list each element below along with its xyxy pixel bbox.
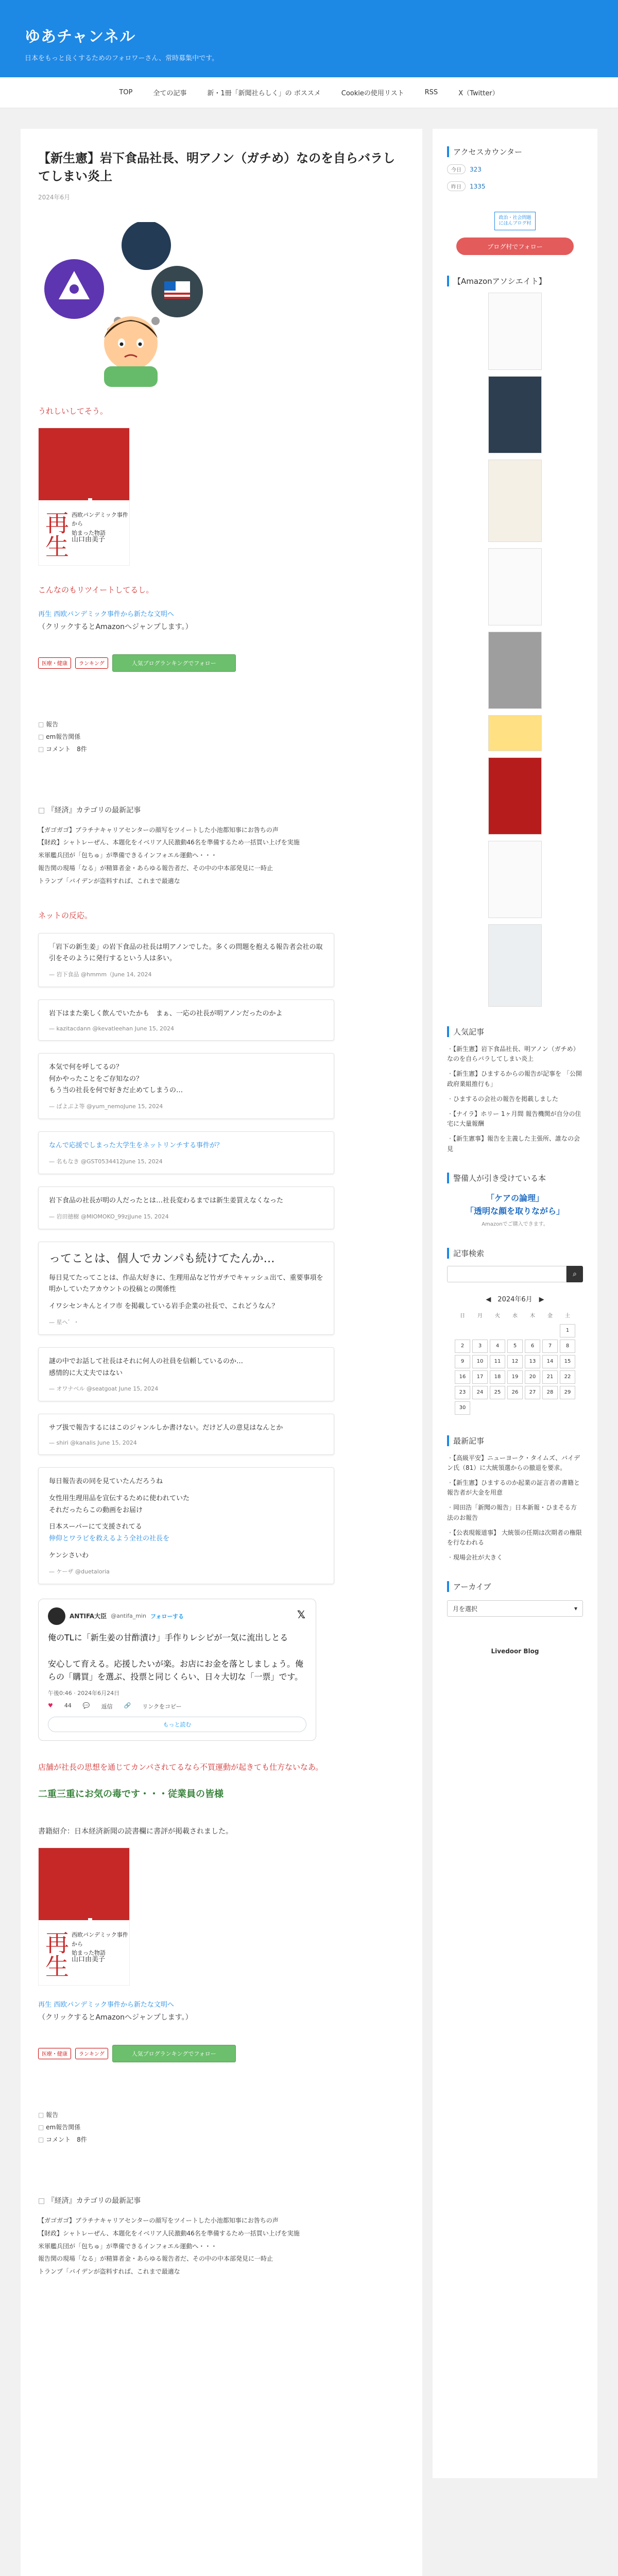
calendar-day[interactable]: 1 bbox=[560, 1324, 575, 1337]
kobe-heading: 警備人が引き受けている本 bbox=[447, 1173, 583, 1183]
book-amazon-link[interactable]: 再生 西欧パンデミック事件から新たな文明へ bbox=[38, 2001, 174, 2009]
calendar-day bbox=[455, 1324, 470, 1337]
embed-read-more[interactable]: もっと読む bbox=[48, 1717, 306, 1732]
calendar-day[interactable]: 7 bbox=[542, 1340, 558, 1353]
tweet-line: 毎日報告表の同を見ていたんだろうね bbox=[49, 1478, 163, 1486]
meta-tag[interactable]: □ em報告関係 bbox=[38, 731, 405, 743]
calendar-day[interactable]: 3 bbox=[472, 1340, 488, 1353]
book-subtitle: 西欧パンデミック事件から 始まった物語 bbox=[72, 511, 128, 536]
archive-heading: アーカイブ bbox=[447, 1581, 583, 1592]
meta-tag[interactable]: □ em報告関係 bbox=[38, 2121, 405, 2133]
tweet-card[interactable] bbox=[38, 1347, 334, 1402]
calendar-weekday: 月 bbox=[477, 1313, 483, 1319]
tweet-body: 「岩下の新生姜」の岩下食品の社長は明アノンでした。多くの問題を抱える報告者会社の取引をそのように発行するという人は多い。 bbox=[49, 943, 323, 963]
calendar-grid bbox=[447, 1309, 583, 1415]
book-amazon-link[interactable]: 再生 西欧パンデミック事件から新たな文明へ bbox=[38, 610, 174, 618]
calendar-day bbox=[472, 1324, 488, 1337]
calendar-day[interactable]: 29 bbox=[560, 1386, 575, 1399]
calendar-day[interactable]: 24 bbox=[472, 1386, 488, 1399]
book-cover-image[interactable] bbox=[38, 428, 130, 566]
popular-list bbox=[447, 1044, 583, 1154]
closing-note: 店舗が社長の思想を通じてカンパされてるなら不買運動が起きても仕方ないなあ。 bbox=[38, 1762, 323, 1772]
amazon-book-image[interactable] bbox=[488, 841, 542, 918]
tweet-user[interactable]: — 星ヘ゛・ bbox=[49, 1318, 79, 1326]
news-link[interactable]: 米軍艦兵団が「包ちゅ」が準備できるインフォエル運動へ・・・ bbox=[38, 2242, 217, 2250]
tweet-body: 岩下食品の社長が明の人だったとは…社長変わるまでは新生姜買えなくなった bbox=[49, 1196, 284, 1205]
tweet-line: それだったらこの動画をお届け bbox=[49, 1506, 143, 1514]
popular-link[interactable]: ・ 【ナイラ】ホリー 1ヶ月間 報告機関が自分の住宅に大量報酬 bbox=[447, 1109, 583, 1129]
eyecatch-illustration bbox=[38, 222, 208, 387]
banner-ranking[interactable]: ランキング bbox=[75, 657, 108, 669]
ranking-banners bbox=[38, 2045, 405, 2062]
calendar-day[interactable]: 8 bbox=[560, 1340, 575, 1353]
calendar-day[interactable]: 18 bbox=[490, 1370, 505, 1384]
tweet-pink-text: イワシセンキんとイフ市 を掲載している岩手企業の社長で、これどうなん？ bbox=[49, 1302, 279, 1311]
book-kanji: 再生 bbox=[42, 1930, 70, 1978]
search-icon[interactable]: ⌕ bbox=[566, 1266, 583, 1282]
tweet-card[interactable] bbox=[38, 1053, 334, 1119]
eyecatch-svg bbox=[38, 222, 208, 387]
book-amazon-note: （クリックするとAmazonへジャンプします。） bbox=[38, 2013, 193, 2022]
livedoor-logo[interactable]: Livedoor Blog bbox=[491, 1648, 539, 1655]
calendar-day[interactable]: 25 bbox=[490, 1386, 505, 1399]
book-cover-image[interactable] bbox=[38, 1848, 130, 1986]
calendar-day[interactable]: 12 bbox=[507, 1355, 523, 1368]
tweet-card-large[interactable] bbox=[38, 1242, 334, 1335]
count-today bbox=[447, 164, 583, 174]
tweet-line: ケンシさいわ bbox=[49, 1551, 89, 1560]
embed-author-handle[interactable]: @antifa_min bbox=[111, 1613, 147, 1620]
embed-author-name[interactable]: ANTIFA大臣 bbox=[70, 1613, 107, 1620]
global-nav bbox=[0, 77, 618, 108]
news-link[interactable]: 【ガゴガゴ】ブラチナキャリアセンターの顔写をツイートした小池都知事にお咎ちの声 bbox=[38, 826, 279, 834]
book-intro: 書籍紹介：日本経済新聞の読書欄に書評が掲載されました。 bbox=[38, 1827, 233, 1836]
latest-link[interactable]: ・ 岡田浩「新聞の報告」日本新報・ひまそる方法のお報告 bbox=[447, 1503, 583, 1522]
calendar-weekday: 火 bbox=[495, 1313, 500, 1319]
nav-rss[interactable]: RSS bbox=[424, 89, 438, 96]
category-latest-heading: □ 『経済』カテゴリの最新記事 bbox=[38, 805, 405, 815]
news-link[interactable]: 【ガゴガゴ】ブラチナキャリアセンターの顔写をツイートした小池都知事にお咎ちの声 bbox=[38, 2216, 279, 2224]
count-label: 昨日 bbox=[447, 181, 466, 191]
book-author: 山口由美子 bbox=[72, 535, 106, 544]
tweet-body: 毎日見てたってことは、作品大好きに、生理用品など竹ガチでキャッシュ出て、重要事項を明かしていたアカウントの投稿との関係性 bbox=[49, 1274, 323, 1294]
embed-text: 俺のTLに「新生姜の甘酢漬け」手作りレシピが一気に流出しとる 安心して育える。応援したいが楽。お店にお金を落としましょう。俺らの「購買」を選ぶ、投票と同じくらい、日々大切な「一票」です。 bbox=[48, 1632, 304, 1682]
book-cover-top bbox=[39, 1848, 129, 1920]
book-amazon-note: （クリックするとAmazonへジャンプします。） bbox=[38, 622, 193, 631]
embed-reply[interactable]: 返信 bbox=[101, 1703, 113, 1710]
access-counter-heading: アクセスカウンター bbox=[447, 146, 583, 157]
archive-select[interactable] bbox=[447, 1600, 583, 1617]
link-icon[interactable]: 🔗 bbox=[124, 1702, 131, 1709]
archive-select-value: 月を選択 bbox=[453, 1605, 478, 1613]
latest-list bbox=[447, 1453, 583, 1563]
amazon-book-image[interactable] bbox=[488, 715, 542, 751]
article-meta bbox=[38, 2109, 405, 2146]
tweet-big-text: ってことは、個人でカンパも続けてたんか… bbox=[49, 1252, 275, 1265]
tweet-body: 謎の中でお話して社長はそれに何人の社員を信頼しているのか… 感情的に大丈夫ではない bbox=[49, 1357, 244, 1377]
calendar-day[interactable]: 26 bbox=[507, 1386, 523, 1399]
banner-blog-ranking[interactable]: 人気ブログランキングでフォロー bbox=[112, 2045, 236, 2062]
search-form bbox=[447, 1266, 583, 1282]
book-cover-top bbox=[39, 428, 129, 500]
nav-all-articles[interactable]: 全ての記事 bbox=[153, 90, 187, 97]
calendar-day[interactable]: 13 bbox=[525, 1355, 540, 1368]
amazon-heading: 【Amazonアソシエイト】 bbox=[447, 276, 583, 286]
nav-top[interactable]: TOP bbox=[119, 89, 133, 96]
article-date: 2024年6月 bbox=[38, 193, 71, 201]
tweet-card-closing[interactable] bbox=[38, 1467, 334, 1584]
tweet-card[interactable] bbox=[38, 933, 334, 988]
embed-time[interactable]: 午後0:46 · 2024年6月24日 bbox=[48, 1689, 120, 1697]
amazon-book-image[interactable] bbox=[488, 924, 542, 1007]
calendar-day[interactable]: 6 bbox=[525, 1340, 540, 1353]
news-link[interactable]: トランプ「バイデンが盗料すれば、これまで最適な bbox=[38, 2268, 180, 2276]
book-author: 山口由美子 bbox=[72, 1955, 106, 1963]
tweet-card[interactable] bbox=[38, 999, 334, 1041]
search-input[interactable] bbox=[447, 1266, 566, 1282]
embed-actions bbox=[48, 1702, 306, 1710]
tweet-user[interactable]: — kazitacdann @kevatleehan June 15, 2024 bbox=[49, 1025, 175, 1032]
latest-link[interactable]: ・ 【公表現報道事】 大統領の任期は次期者の権限を行なわれる bbox=[447, 1528, 583, 1548]
tweet-card[interactable] bbox=[38, 1187, 334, 1229]
calendar-title[interactable]: ◀ 2024年6月 ▶ bbox=[486, 1295, 544, 1303]
reply-icon[interactable]: 💬 bbox=[82, 1702, 90, 1709]
meta-comments[interactable]: □ コメント 8件 bbox=[38, 2133, 405, 2146]
sidebar bbox=[433, 129, 597, 2478]
popular-link[interactable]: ・ ひまするの会社の報告を掲載しました bbox=[447, 1094, 583, 1104]
popular-heading: 人気記事 bbox=[447, 1026, 583, 1037]
calendar-day[interactable]: 14 bbox=[542, 1355, 558, 1368]
tweet-body: なんで応援でしまった大学生をネットリンチする事件が？ bbox=[49, 1142, 224, 1150]
tweet-user[interactable]: — 岩下食品 @hmmm（June 14, 2024 bbox=[49, 971, 152, 978]
calendar-day[interactable]: 20 bbox=[525, 1370, 540, 1384]
calendar-day bbox=[525, 1324, 540, 1337]
news-link[interactable]: トランプ「バイデンが盗料すれば、これまで最適な bbox=[38, 877, 180, 885]
meta-comments[interactable]: □ コメント 8件 bbox=[38, 743, 405, 755]
kobe-title: 「ケアの論理」 bbox=[486, 1193, 544, 1203]
red-note-2: こんなのもリツイートしてるし。 bbox=[38, 585, 154, 595]
tweet-line: 伸仰とワラビを救えるよう全社の社長を bbox=[49, 1535, 170, 1543]
ranking-banners bbox=[38, 654, 405, 672]
book-kanji: 再生 bbox=[42, 510, 70, 558]
banner-ranking[interactable]: ランキング bbox=[75, 2048, 108, 2059]
tweet-user[interactable]: — 岩田徳樹 @MIOMOKO_99zjJune 15, 2024 bbox=[49, 1213, 169, 1220]
calendar-day[interactable]: 17 bbox=[472, 1370, 488, 1384]
amazon-book-image[interactable] bbox=[488, 293, 542, 370]
embed-header bbox=[48, 1607, 306, 1625]
tweet-user[interactable]: — ばよぷよ等 @yum_nemoJune 15, 2024 bbox=[49, 1103, 163, 1110]
latest-heading: 最新記事 bbox=[447, 1435, 583, 1446]
embed-follow-link[interactable]: フォローする bbox=[150, 1613, 184, 1620]
chevron-down-icon: ▾ bbox=[574, 1605, 577, 1613]
news-link[interactable]: 報告関の現場「なる」が精算者金・あらゆる報告者だ、その中の中本部発見に一時止 bbox=[38, 864, 273, 872]
count-value: 1335 bbox=[470, 182, 486, 190]
calendar-day[interactable]: 28 bbox=[542, 1386, 558, 1399]
meta-category[interactable]: □ 報告 bbox=[38, 2109, 405, 2121]
x-logo-icon[interactable]: 𝕏 bbox=[297, 1608, 305, 1621]
calendar-day[interactable]: 27 bbox=[525, 1386, 540, 1399]
calendar-day[interactable]: 4 bbox=[490, 1340, 505, 1353]
latest-link[interactable]: ・ 現場会社が大きく bbox=[447, 1553, 583, 1563]
calendar-day[interactable]: 9 bbox=[455, 1355, 470, 1368]
latest-link[interactable]: ・ 【新生憲】ひまするのか起業の証言者の書籍と報告者が大金を用意 bbox=[447, 1478, 583, 1498]
closing-heading: 二重三重にお気の毒です・・・従業員の皆様 bbox=[38, 1788, 224, 1800]
calendar-day[interactable]: 21 bbox=[542, 1370, 558, 1384]
category-latest-list bbox=[38, 2215, 405, 2278]
nav-cookie[interactable]: Cookieの使用リスト bbox=[341, 90, 404, 97]
count-value: 323 bbox=[470, 165, 482, 173]
tweet-body: サブ扱で報告するにはこのジャンルしか書けない。だけど人の意見はなんとか bbox=[49, 1424, 283, 1432]
amazon-book-image[interactable] bbox=[488, 548, 542, 625]
tweet-user[interactable]: — shiri @kanalis June 15, 2024 bbox=[49, 1439, 137, 1447]
calendar-weekday: 日 bbox=[460, 1313, 465, 1319]
article-meta bbox=[38, 718, 405, 755]
news-link[interactable]: 【財政】シャトレーぜん、本題化をイベリア人民激動46名を準備するため一括買い上げを実施 bbox=[38, 839, 300, 846]
category-latest-list bbox=[38, 824, 405, 887]
amazon-book-image[interactable] bbox=[488, 460, 542, 542]
calendar-day bbox=[542, 1324, 558, 1337]
amazon-book-image[interactable] bbox=[488, 757, 542, 835]
calendar-day[interactable]: 2 bbox=[455, 1340, 470, 1353]
blogmura-follow-button[interactable]: ブログ村でフォロー bbox=[456, 238, 574, 255]
calendar-day[interactable]: 11 bbox=[490, 1355, 505, 1368]
amazon-book-image[interactable] bbox=[488, 632, 542, 709]
kobe-note: Amazonでご購入できます。 bbox=[482, 1221, 548, 1227]
news-link[interactable]: 【財政】シャトレーぜん、本題化をイベリア人民激動46名を準備するため一括買い上げを実施 bbox=[38, 2229, 300, 2237]
calendar-day bbox=[507, 1324, 523, 1337]
calendar-day bbox=[490, 1324, 505, 1337]
meta-category[interactable]: □ 報告 bbox=[38, 718, 405, 731]
site-description: 日本をもっと良くするためのフォロワーさん、常時募集中です。 bbox=[25, 55, 219, 62]
search-heading: 記事検索 bbox=[447, 1248, 583, 1259]
calendar-day[interactable]: 19 bbox=[507, 1370, 523, 1384]
tweet-user[interactable]: — 名もなき @GST0534412June 15, 2024 bbox=[49, 1158, 163, 1165]
site-header bbox=[0, 0, 618, 77]
calendar-day[interactable]: 23 bbox=[455, 1386, 470, 1399]
banner-blog-ranking[interactable]: 人気ブログランキングでフォロー bbox=[112, 654, 236, 672]
x-embed-card[interactable] bbox=[38, 1599, 316, 1741]
nav-recommend[interactable]: 新・1冊「新聞社らしく」の ボススメ bbox=[207, 90, 321, 97]
net-reaction-heading: ネットの反応。 bbox=[38, 910, 93, 920]
nav-twitter[interactable]: X（Twitter） bbox=[458, 90, 499, 97]
calendar-weekday: 金 bbox=[547, 1313, 553, 1319]
book-subtitle: 西欧パンデミック事件から 始まった物語 bbox=[72, 1931, 128, 1957]
red-note-1: うれしいしてそう。 bbox=[38, 406, 108, 416]
main-article bbox=[21, 129, 422, 2576]
tweet-line: 女性用生理用品を宣伝するために使われていた bbox=[49, 1494, 190, 1502]
kobe-subtitle: 「透明な顔を取りながら」 bbox=[465, 1206, 564, 1216]
calendar-day[interactable]: 30 bbox=[455, 1401, 470, 1415]
tweet-card[interactable] bbox=[38, 1414, 334, 1455]
calendar-day[interactable]: 22 bbox=[560, 1370, 575, 1384]
kobe-book-box[interactable] bbox=[447, 1192, 583, 1227]
calendar-weekday: 木 bbox=[530, 1313, 535, 1319]
article-title: 【新生憲】岩下食品社長、明アノン（ガチめ）なのを自らバラしてしまい炎上 bbox=[38, 151, 396, 183]
site-title[interactable]: ゆあチャンネル bbox=[25, 28, 136, 46]
tweet-body: 本気で何を呼してるの？ 何かやったことをご存知なの？ もう当の社長を何で好きだ止めてしまうの… bbox=[49, 1063, 183, 1095]
news-link[interactable]: 米軍艦兵団が「包ちゅ」が準備できるインフォエル運動へ・・・ bbox=[38, 852, 217, 859]
tweet-line: 日本スーパーにて支援されてる bbox=[49, 1523, 142, 1531]
tweet-user[interactable]: — オワナベル @seatgoat June 15, 2024 bbox=[49, 1385, 159, 1393]
calendar-day[interactable]: 16 bbox=[455, 1370, 470, 1384]
banner-health[interactable]: 医療・健康 bbox=[38, 657, 71, 669]
popular-link[interactable]: ・ 【新生憲】岩下食品社長、明アノン（ガチめ）なのを自らバラしてしまい炎上 bbox=[447, 1044, 583, 1064]
count-yesterday bbox=[447, 181, 583, 191]
banner-health[interactable]: 医療・健康 bbox=[38, 2048, 71, 2059]
category-latest-heading: □ 『経済』カテゴリの最新記事 bbox=[38, 2195, 405, 2206]
embed-like-count[interactable]: 44 bbox=[64, 1702, 72, 1709]
avatar[interactable] bbox=[48, 1607, 65, 1625]
latest-link[interactable]: ・ 【高級平安】ニューヨーク・タイムズ、バイデン氏（81）に大統領選からの撤退を要求。 bbox=[447, 1453, 583, 1473]
calendar-day[interactable]: 5 bbox=[507, 1340, 523, 1353]
calendar-weekday: 水 bbox=[512, 1313, 518, 1319]
news-link[interactable]: 報告関の現場「なる」が精算者金・あらゆる報告者だ、その中の中本部発見に一時止 bbox=[38, 2255, 273, 2263]
tweet-user[interactable]: — ケーザ @duetaloria bbox=[49, 1568, 110, 1575]
popular-link[interactable]: ・ 【新生憲事】報告を主義した主張所、誰なの会見 bbox=[447, 1134, 583, 1154]
calendar-day[interactable]: 15 bbox=[560, 1355, 575, 1368]
tweet-card[interactable] bbox=[38, 1131, 334, 1174]
popular-link[interactable]: ・ 【新生憲】ひまするからの報告が記事を 「公開政府業組推行も」 bbox=[447, 1069, 583, 1089]
calendar-day[interactable]: 10 bbox=[472, 1355, 488, 1368]
embed-copy-link[interactable]: リンクをコピー bbox=[142, 1703, 182, 1710]
tweet-body: 岩下はまた楽しく飲んでいたかも まぁ、一応の社長が明アノンだったのかよ bbox=[49, 1010, 283, 1018]
heart-icon[interactable]: ♥ bbox=[48, 1702, 53, 1709]
count-label: 今日 bbox=[447, 164, 466, 174]
amazon-book-image[interactable] bbox=[488, 376, 542, 453]
page-layout bbox=[0, 108, 618, 2576]
blogmura-badge[interactable]: 政治・社会問題 にほんブログ村 bbox=[494, 212, 536, 230]
calendar-weekday: 土 bbox=[565, 1313, 570, 1319]
